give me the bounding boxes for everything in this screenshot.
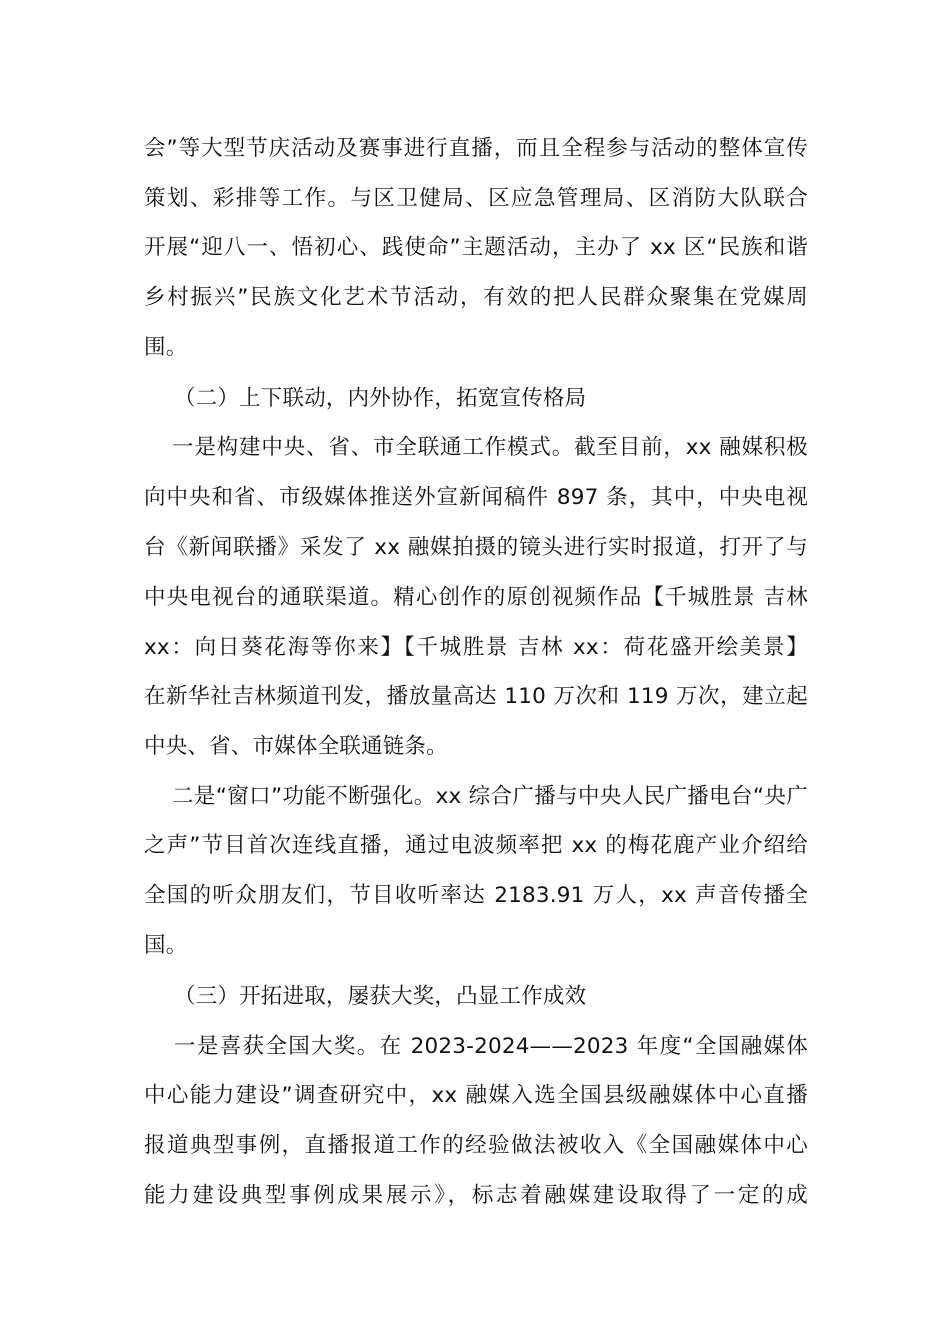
section-heading: （三）开拓进取，屡获大奖，凸显工作成效 — [174, 984, 587, 1009]
paragraph-line: 向中央和省、市级媒体推送外宣新闻稿件 897 条，其中，中央电视 — [144, 485, 808, 510]
paragraph-line: 能力建设典型事例成果展示》，标志着融媒建设取得了一定的成 — [144, 1183, 808, 1208]
section-heading: （二）上下联动，内外协作，拓宽宣传格局 — [174, 386, 587, 411]
paragraph-line: 台《新闻联播》采发了 xx 融媒拍摄的镜头进行实时报道，打开了与 — [144, 535, 808, 560]
paragraph-line: 一是喜获全国大奖。在 2023-2024——2023 年度“全国融媒体 — [174, 1034, 808, 1059]
paragraph-line: 围。 — [144, 335, 188, 360]
paragraph-line: 中央电视台的通联渠道。精心创作的原创视频作品【千城胜景 吉林 — [144, 585, 808, 610]
paragraph-line: 开展“迎八一、悟初心、践使命”主题活动，主办了 xx 区“民族和谐 — [144, 235, 808, 260]
paragraph-line: 中心能力建设”调查研究中，xx 融媒入选全国县级融媒体中心直播 — [144, 1083, 808, 1108]
paragraph-line: 会”等大型节庆活动及赛事进行直播，而且全程参与活动的整体宣传 — [144, 136, 808, 161]
paragraph-line: 中央、省、市媒体全联通链条。 — [144, 734, 448, 759]
paragraph-line: 报道典型事例，直播报道工作的经验做法被收入《全国融媒体中心 — [144, 1133, 808, 1158]
paragraph-line: 一是构建中央、省、市全联通工作模式。截至目前，xx 融媒积极 — [172, 435, 808, 460]
paragraph-line: 策划、彩排等工作。与区卫健局、区应急管理局、区消防大队联合 — [144, 186, 808, 211]
paragraph-line: 全国的听众朋友们，节目收听率达 2183.91 万人，xx 声音传播全 — [144, 883, 808, 908]
paragraph-line: 国。 — [144, 933, 188, 958]
paragraph-line: xx：向日葵花海等你来】【千城胜景 吉林 xx：荷花盛开绘美景】 — [144, 635, 808, 660]
paragraph-line: 在新华社吉林频道刊发，播放量高达 110 万次和 119 万次，建立起 — [144, 684, 808, 709]
paragraph-line: 乡村振兴”民族文化艺术节活动，有效的把人民群众聚集在党媒周 — [144, 285, 808, 310]
paragraph-line: 二是“窗口”功能不断强化。xx 综合广播与中央人民广播电台“央广 — [172, 784, 808, 809]
paragraph-line: 之声”节目首次连线直播，通过电波频率把 xx 的梅花鹿产业介绍给 — [144, 833, 808, 858]
